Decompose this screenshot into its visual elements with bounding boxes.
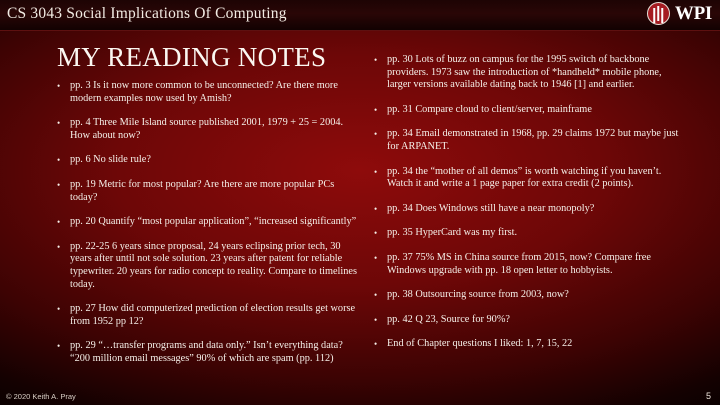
list-item bbox=[57, 154, 357, 167]
list-item-text: pp. 31 Compare cloud to client/server, mainframe bbox=[387, 103, 592, 115]
wpi-logo bbox=[647, 2, 712, 25]
list-item-text: pp. 38 Outsourcing source from 2003, now? bbox=[387, 289, 569, 301]
list-item bbox=[57, 117, 357, 142]
list-item-text: pp. 6 No slide rule? bbox=[70, 154, 151, 166]
bullet-icon: • bbox=[374, 166, 378, 177]
bullet-icon: • bbox=[374, 290, 378, 301]
bullet-icon: • bbox=[374, 104, 378, 115]
bullet-icon: • bbox=[57, 304, 61, 315]
slide-header bbox=[0, 0, 720, 31]
list-item bbox=[374, 104, 686, 117]
list-item bbox=[374, 289, 686, 302]
bullet-icon: • bbox=[57, 341, 61, 352]
wpi-logo-text: WPI bbox=[674, 2, 712, 24]
wpi-seal-icon bbox=[647, 2, 670, 25]
page-number: 5 bbox=[705, 391, 711, 401]
list-item bbox=[57, 241, 357, 291]
list-item-text: pp. 22-25 6 years since proposal, 24 years eclipsing prior tech, 30 years after until not sole solution. 23 years after patent for reliable typewriter. 20 years for radio concept to reality. Compare to timelines today. bbox=[70, 240, 357, 290]
bullet-icon: • bbox=[57, 217, 61, 228]
list-item-text: pp. 19 Metric for most popular? Are there are more popular PCs today? bbox=[70, 178, 335, 203]
list-item-text: pp. 34 Does Windows still have a near monopoly? bbox=[387, 202, 595, 214]
bullet-icon: • bbox=[374, 203, 378, 214]
list-item bbox=[374, 54, 686, 92]
bullet-icon: • bbox=[374, 55, 378, 65]
list-item bbox=[374, 252, 686, 277]
list-item-text: pp. 34 Email demonstrated in 1968, pp. 29 claims 1972 but maybe just for ARPANET. bbox=[387, 128, 679, 152]
list-item bbox=[57, 340, 357, 365]
list-item bbox=[57, 303, 357, 328]
list-item-text: End of Chapter questions I liked: 1, 7, 15, 22 bbox=[387, 338, 573, 350]
list-item bbox=[57, 179, 357, 204]
left-bullet-list bbox=[57, 80, 357, 378]
list-item bbox=[374, 227, 686, 240]
bullet-icon: • bbox=[374, 129, 378, 140]
bullet-icon: • bbox=[374, 252, 378, 263]
right-bullet-list bbox=[374, 54, 686, 363]
bullet-icon: • bbox=[57, 179, 61, 190]
list-item bbox=[374, 166, 686, 191]
bullet-icon: • bbox=[57, 118, 61, 129]
list-item bbox=[57, 216, 357, 229]
list-item bbox=[374, 338, 686, 351]
list-item-text: pp. 20 Quantify “most popular application”, “increased significantly” bbox=[70, 216, 357, 228]
list-item bbox=[374, 128, 686, 153]
list-item-text: pp. 34 the “mother of all demos” is worth watching if you haven’t. Watch it and write a 1 page paper for extra credit (2 points). bbox=[387, 165, 662, 190]
list-item bbox=[374, 314, 686, 327]
bullet-icon: • bbox=[57, 81, 61, 91]
copyright-text: © 2020 Keith A. Pray bbox=[6, 392, 76, 401]
list-item-text: pp. 4 Three Mile Island source published 2001, 1979 + 25 = 2004. How about now? bbox=[70, 117, 344, 141]
bullet-icon: • bbox=[374, 314, 378, 325]
list-item-text: pp. 35 HyperCard was my first. bbox=[387, 227, 518, 239]
list-item bbox=[57, 80, 357, 105]
list-item-text: pp. 3 Is it now more common to be unconnected? Are there more modern examples now used by Amish? bbox=[70, 80, 338, 104]
list-item-text: pp. 27 How did computerized prediction of election results get worse from 1952 pp 12? bbox=[70, 303, 356, 327]
bullet-icon: • bbox=[57, 155, 61, 166]
bullet-icon: • bbox=[57, 241, 61, 252]
list-item-text: pp. 29 “…transfer programs and data only.” Isn’t everything data? “200 million email messages” 90% of which are spam (pp. 112) bbox=[70, 340, 343, 364]
bullet-icon: • bbox=[374, 339, 378, 350]
list-item-text: pp. 42 Q 23, Source for 90%? bbox=[387, 313, 510, 325]
list-item-text: pp. 30 Lots of buzz on campus for the 1995 switch of backbone providers. 1973 saw the introduction of *handheld* mobile phone, larger versions available dating back to 1946 [1] and earlier. bbox=[387, 54, 662, 91]
list-item bbox=[374, 203, 686, 216]
course-title: CS 3043 Social Implications Of Computing bbox=[7, 5, 287, 22]
page-title: MY READING NOTES bbox=[57, 42, 327, 72]
bullet-icon: • bbox=[374, 228, 378, 239]
list-item-text: pp. 37 75% MS in China source from 2015, now? Compare free Windows upgrade with pp. 18 open letter to hobbyists. bbox=[387, 251, 651, 276]
